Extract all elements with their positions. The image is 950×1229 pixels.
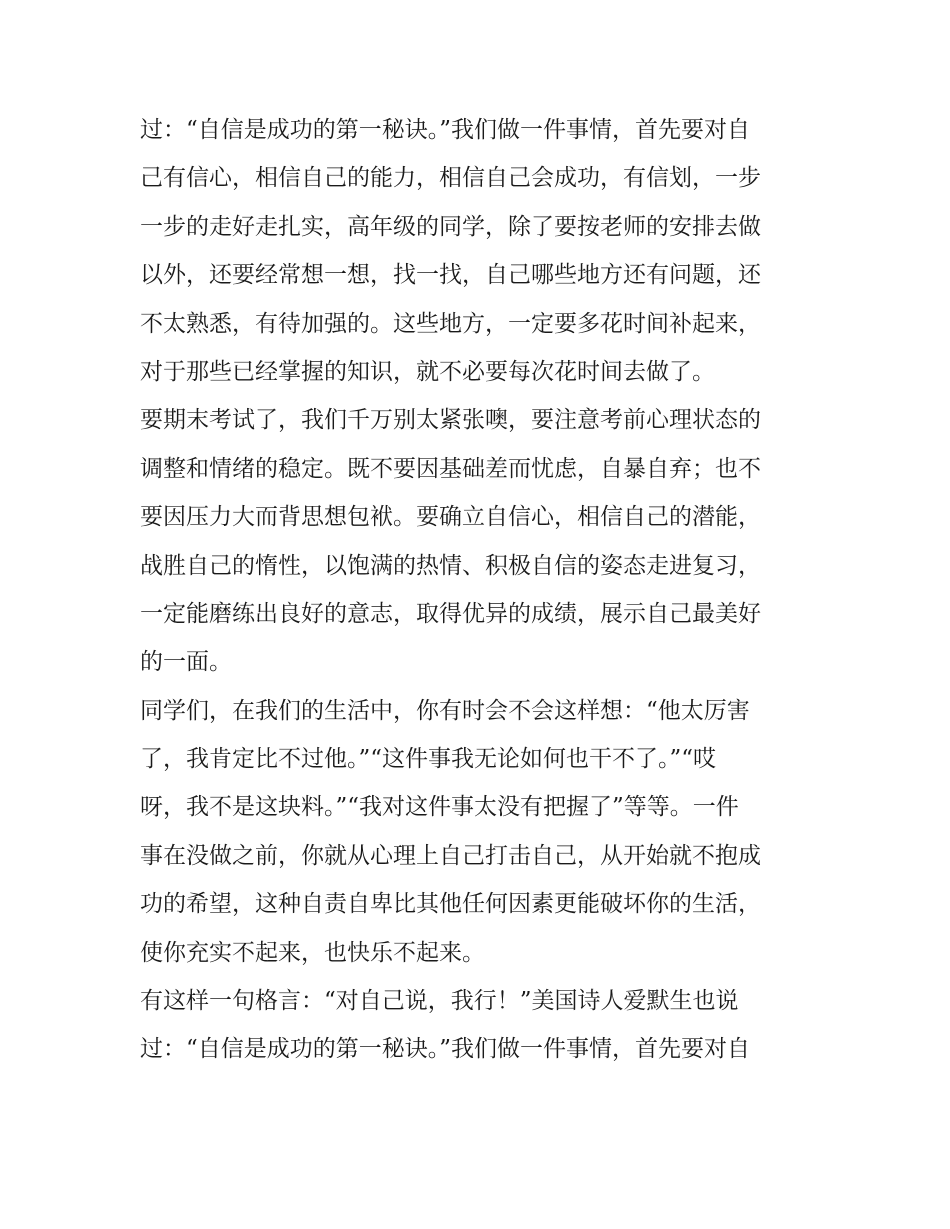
text-line: 过：“自信是成功的第一秘诀。”我们做一件事情，首先要对自 <box>140 117 751 143</box>
text-line: 以外，还要经常想一想，找一找，自己哪些地方还有问题，还 <box>140 262 761 289</box>
text-line: 一定能磨练出良好的意志，取得优异的成绩，展示自己最美好 <box>140 600 761 627</box>
text-line: 己有信心，相信自己的能力，相信自己会成功，有信划，一步 <box>140 165 761 192</box>
text-line: 对于那些已经掌握的知识，就不必要每次花时间去做了。 <box>140 358 715 385</box>
text-line: 的一面。 <box>140 649 232 676</box>
text-line: 了，我肯定比不过他。”“这件事我无论如何也干不了。”“哎 <box>140 746 717 773</box>
text-line: 调整和情绪的稳定。既不要因基础差而忧虑，自暴自弃；也不 <box>140 455 761 482</box>
body-text <box>140 106 820 1074</box>
text-line: 使你充实不起来，也快乐不起来。 <box>140 939 485 966</box>
text-line: 过：“自信是成功的第一秘诀。”我们做一件事情，首先要对自 <box>140 1036 751 1063</box>
text-line: 呀，我不是这块料。”“我对这件事太没有把握了”等等。一件 <box>140 794 739 821</box>
text-line: 要因压力大而背思想包袱。要确立自信心，相信自己的潜能， <box>140 504 761 531</box>
text-line: 不太熟悉，有待加强的。这些地方，一定要多花时间补起来， <box>140 310 761 337</box>
text-line: 战胜自己的惰性，以饱满的热情、积极自信的姿态走进复习， <box>140 552 761 579</box>
text-line: 要期末考试了，我们千万别太紧张噢，要注意考前心理状态的 <box>140 407 761 434</box>
text-line: 功的希望，这种自责自卑比其他任何因素更能破坏你的生活， <box>140 891 761 918</box>
text-line: 有这样一句格言：“对自己说，我行！”美国诗人爱默生也说 <box>140 988 739 1015</box>
text-line: 同学们，在我们的生活中，你有时会不会这样想：“他太厉害 <box>140 697 750 724</box>
text-line: 事在没做之前，你就从心理上自己打击自己，从开始就不抱成 <box>140 842 761 869</box>
text-line: 一步的走好走扎实，高年级的同学，除了要按老师的安排去做 <box>140 213 761 240</box>
